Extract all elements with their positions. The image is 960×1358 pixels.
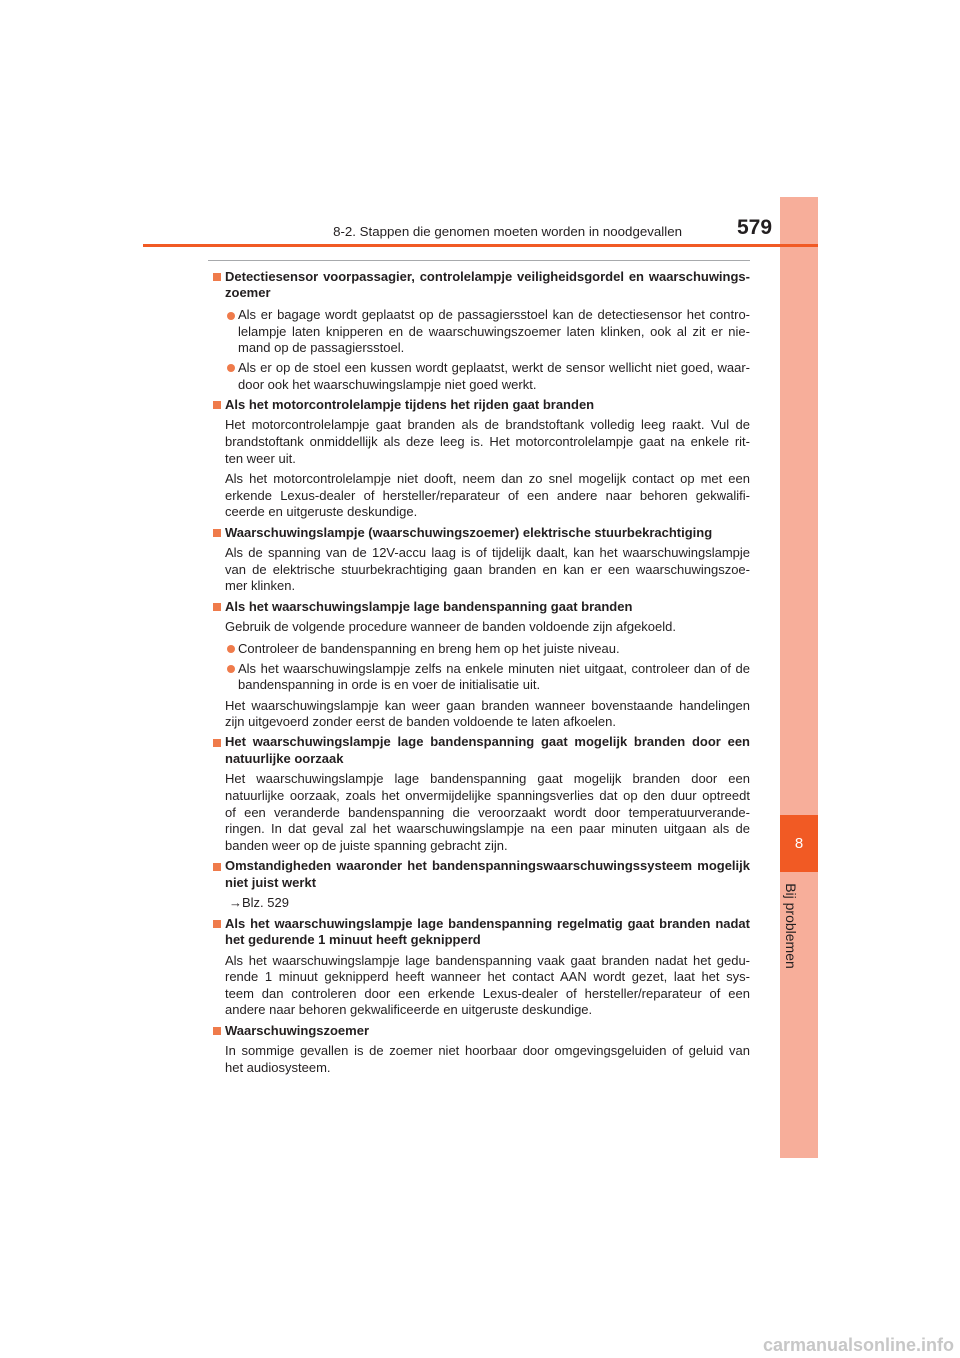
section-low-tire-pressure-lamp (213, 599, 750, 731)
bullet-line: mand op de passagiersstoel. (238, 340, 405, 356)
paragraph (213, 698, 750, 731)
heading-line: Het waarschuwingslampje lage bandenspanning gaat mogelijk branden door een (225, 734, 750, 750)
chapter-title: Bij problemen (783, 883, 799, 969)
paragraph (213, 417, 750, 467)
bullet-item (213, 641, 750, 658)
square-bullet-icon (213, 273, 221, 281)
section-power-steering-warning (213, 525, 750, 595)
cross-reference-line: →Blz. 529 (229, 895, 289, 911)
square-bullet-icon (213, 863, 221, 871)
paragraph-line: andere naar behoren gekwalificeerde en uitgeruste deskundige. (225, 1002, 593, 1018)
round-bullet-icon (227, 645, 235, 653)
paragraph-line: Gebruik de volgende procedure wanneer de banden voldoende zijn afgekoeld. (225, 618, 676, 634)
paragraph-line: Als het motorcontrolelampje niet dooft, neem dan zo snel mogelijk contact op met een (225, 471, 750, 486)
bullet-line: door ook het waarschuwingslampje niet goed werkt. (238, 376, 537, 392)
content-divider (208, 260, 750, 261)
section-heading (213, 1023, 750, 1040)
round-bullet-icon (227, 665, 235, 673)
heading-line: Waarschuwingslampje (waarschuwingszoemer) elektrische stuurbekrachtiging (225, 524, 713, 540)
bullet-item (213, 661, 750, 694)
paragraph-line: of een veranderde bandenspanning die veroorzaakt wordt door temperatuurverande- (225, 804, 750, 820)
square-bullet-icon (213, 1027, 221, 1035)
section-heading (213, 269, 750, 302)
paragraph (213, 1043, 750, 1076)
round-bullet-icon (227, 364, 235, 372)
paragraph-line: ten weer uit. (225, 450, 296, 466)
square-bullet-icon (213, 739, 221, 747)
bullet-line: bandenspanning in orde is en voer de initialisatie uit. (238, 677, 541, 693)
paragraph-line: brandstoftank onmiddellijk als deze leeg is. Het motorcontrolelampje gaat na enkele rit- (225, 434, 750, 450)
heading-line: Als het waarschuwingslampje lage bandenspanning gaat branden (225, 598, 633, 614)
paragraph (213, 619, 750, 636)
section-heading (213, 858, 750, 891)
chapter-number-tab (780, 815, 818, 872)
running-header-title: 8-2. Stappen die genomen moeten worden in noodgevallen (333, 224, 682, 239)
paragraph (213, 953, 750, 1019)
section-heading (213, 397, 750, 414)
paragraph-line: Als de spanning van de 12V-accu laag is of tijdelijk daalt, kan het waarschuwingslampje (225, 544, 750, 560)
paragraph-line: ceerde en uitgeruste deskundige. (225, 504, 418, 520)
chapter-number: 8 (794, 835, 804, 852)
heading-line: Als het waarschuwingslampje lage bandenspanning regelmatig gaat branden nadat (225, 915, 750, 931)
paragraph-line: Het waarschuwingslampje kan weer gaan branden wanneer bovenstaande handelingen (225, 697, 750, 713)
paragraph-line: natuurlijke oorzaak, zoals het onvermijdelijke spanningsverlies dat op den duur optreedt (225, 788, 750, 804)
heading-line: Als het motorcontrolelampje tijdens het rijden gaat branden (225, 397, 595, 413)
paragraph-line: Als het waarschuwingslampje lage bandenspanning vaak gaat branden nadat het gedu- (225, 952, 750, 968)
section-heading (213, 734, 750, 767)
header-rule (143, 244, 818, 247)
heading-line: het gedurende 1 minuut heeft geknipperd (225, 932, 481, 948)
paragraph-line: mer klinken. (225, 578, 296, 594)
paragraph-line: Het waarschuwingslampje lage bandenspanning gaat mogelijk branden door een (225, 771, 750, 787)
square-bullet-icon (213, 920, 221, 928)
paragraph-line: Het motorcontrolelampje gaat branden als de brandstoftank volledig leeg raakt. Vul de (225, 417, 750, 433)
section-passenger-detection-sensor (213, 269, 750, 394)
bullet-line: lelampje laten knipperen en de waarschuwingszoemer laten klinken, ook al zit er nie- (238, 323, 750, 339)
section-heading (213, 525, 750, 542)
heading-line: Detectiesensor voorpassagier, controlelampje veiligheidsgordel en waarschuwings- (225, 268, 750, 284)
square-bullet-icon (213, 529, 221, 537)
bullet-line: Als er op de stoel een kussen wordt geplaatst, werkt de sensor wellicht niet goed, waar- (238, 360, 750, 376)
cross-reference (213, 895, 750, 912)
paragraph-line: banden weer op de juiste spanning gebracht zijn. (225, 837, 508, 853)
paragraph-line: teem dan controleren door een erkende Lexus-dealer of hersteller/reparateur of een (225, 985, 750, 1001)
paragraph-line: ringen. In dat geval zal het waarschuwingslampje na een paar minuten uitgaan als de (225, 821, 750, 837)
section-warning-buzzer (213, 1023, 750, 1077)
heading-line: zoemer (225, 285, 271, 301)
bullet-item (213, 360, 750, 393)
bullet-line: Als het waarschuwingslampje zelfs na enkele minuten niet uitgaat, controleer dan of de (238, 660, 750, 676)
page-number: 579 (737, 216, 773, 239)
heading-line: Omstandigheden waaronder het bandenspanningswaarschuwingssysteem mogelijk (225, 858, 750, 874)
bullet-line: Controleer de bandenspanning en breng hem op het juiste niveau. (238, 640, 620, 656)
round-bullet-icon (227, 312, 235, 320)
section-heading (213, 916, 750, 949)
paragraph-line: zijn uitgevoerd zonder eerst de banden voldoende te laten afkoelen. (225, 714, 617, 730)
heading-line: niet juist werkt (225, 874, 317, 890)
paragraph (213, 771, 750, 854)
paragraph-line: erkende Lexus-dealer of hersteller/reparateur of een andere naar behoren gekwalifi- (225, 487, 750, 503)
heading-line: natuurlijke oorzaak (225, 751, 344, 767)
bullet-item (213, 307, 750, 357)
paragraph (213, 545, 750, 595)
paragraph-line: van de elektrische stuurbekrachtiging gaan branden en kan er een waarschuwingszoe- (225, 561, 750, 577)
paragraph-line: het audiosysteem. (225, 1059, 331, 1075)
paragraph-line: In sommige gevallen is de zoemer niet hoorbaar door omgevingsgeluiden of geluid van (225, 1043, 750, 1059)
square-bullet-icon (213, 603, 221, 611)
section-recurring-blinking-lamp (213, 916, 750, 1019)
chapter-tab-band (780, 197, 818, 1158)
section-system-malfunction-conditions (213, 858, 750, 912)
paragraph-line: rende 1 minuut geknipperd heeft wanneer het contact AAN wordt gezet, laat het sys- (225, 969, 750, 985)
site-watermark: carmanualsonline.info (762, 1335, 954, 1355)
square-bullet-icon (213, 401, 221, 409)
paragraph (213, 471, 750, 521)
heading-line: Waarschuwingszoemer (225, 1022, 370, 1038)
page-content (213, 269, 750, 1077)
bullet-line: Als er bagage wordt geplaatst op de passagiersstoel kan de detectiesensor het contro- (238, 307, 750, 323)
section-natural-cause (213, 734, 750, 854)
section-engine-check-lamp (213, 397, 750, 521)
section-heading (213, 599, 750, 616)
